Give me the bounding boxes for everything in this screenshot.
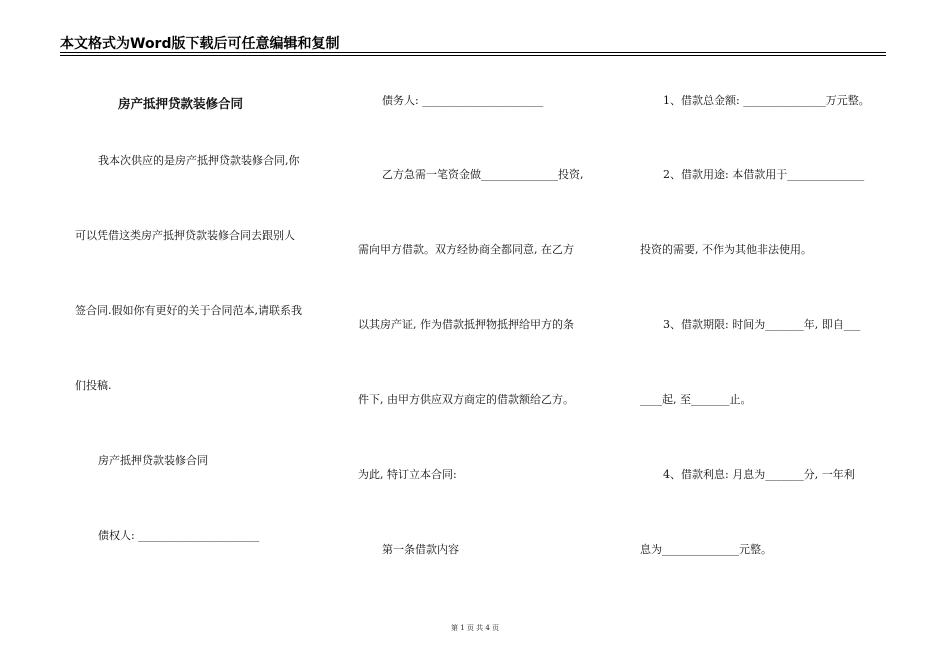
clause-line: 1、借款总金额: _______________万元整。 <box>663 94 870 107</box>
debtor-field: 债务人: ______________________ <box>382 94 544 107</box>
intro-line: 签合同.假如你有更好的关于合同范本,请联系我 <box>75 304 302 317</box>
intro-line: 们投稿. <box>75 379 112 392</box>
body-line: 为此, 特订立本合同: <box>358 468 457 481</box>
creditor-field: 债权人: ______________________ <box>98 529 260 542</box>
clause-line: ____起, 至_______止。 <box>640 393 752 406</box>
header-rule <box>60 55 886 56</box>
page-footer: 第 1 页 共 4 页 <box>450 624 500 632</box>
contract-title: 房产抵押贷款装修合同 <box>118 96 244 111</box>
body-line: 以其房产证, 作为借款抵押物抵押给甲方的条 <box>358 318 574 331</box>
clause-line: 息为______________元整。 <box>640 543 772 556</box>
contract-subtitle: 房产抵押贷款装修合同 <box>98 454 208 467</box>
header-rule <box>60 52 886 53</box>
clause-line: 投资的需要, 不作为其他非法使用。 <box>640 243 812 256</box>
clause-line: 3、借款期限: 时间为_______年, 即自___ <box>663 318 861 331</box>
clause-line: 4、借款利息: 月息为_______分, 一年利 <box>663 468 855 481</box>
document-header: 本文格式为Word版下载后可任意编辑和复制 <box>60 36 340 52</box>
body-line: 件下, 由甲方供应双方商定的借款额给乙方。 <box>358 393 574 406</box>
intro-line: 可以凭借这类房产抵押贷款装修合同去跟别人 <box>75 229 295 242</box>
body-line: 需向甲方借款。双方经协商全都同意, 在乙方 <box>358 243 574 256</box>
body-line: 乙方急需一笔资金做______________投资, <box>382 168 584 181</box>
section-heading: 第一条借款内容 <box>382 543 459 556</box>
intro-line: 我本次供应的是房产抵押贷款装修合同,你 <box>98 154 300 167</box>
clause-line: 2、借款用途: 本借款用于______________ <box>663 168 865 181</box>
